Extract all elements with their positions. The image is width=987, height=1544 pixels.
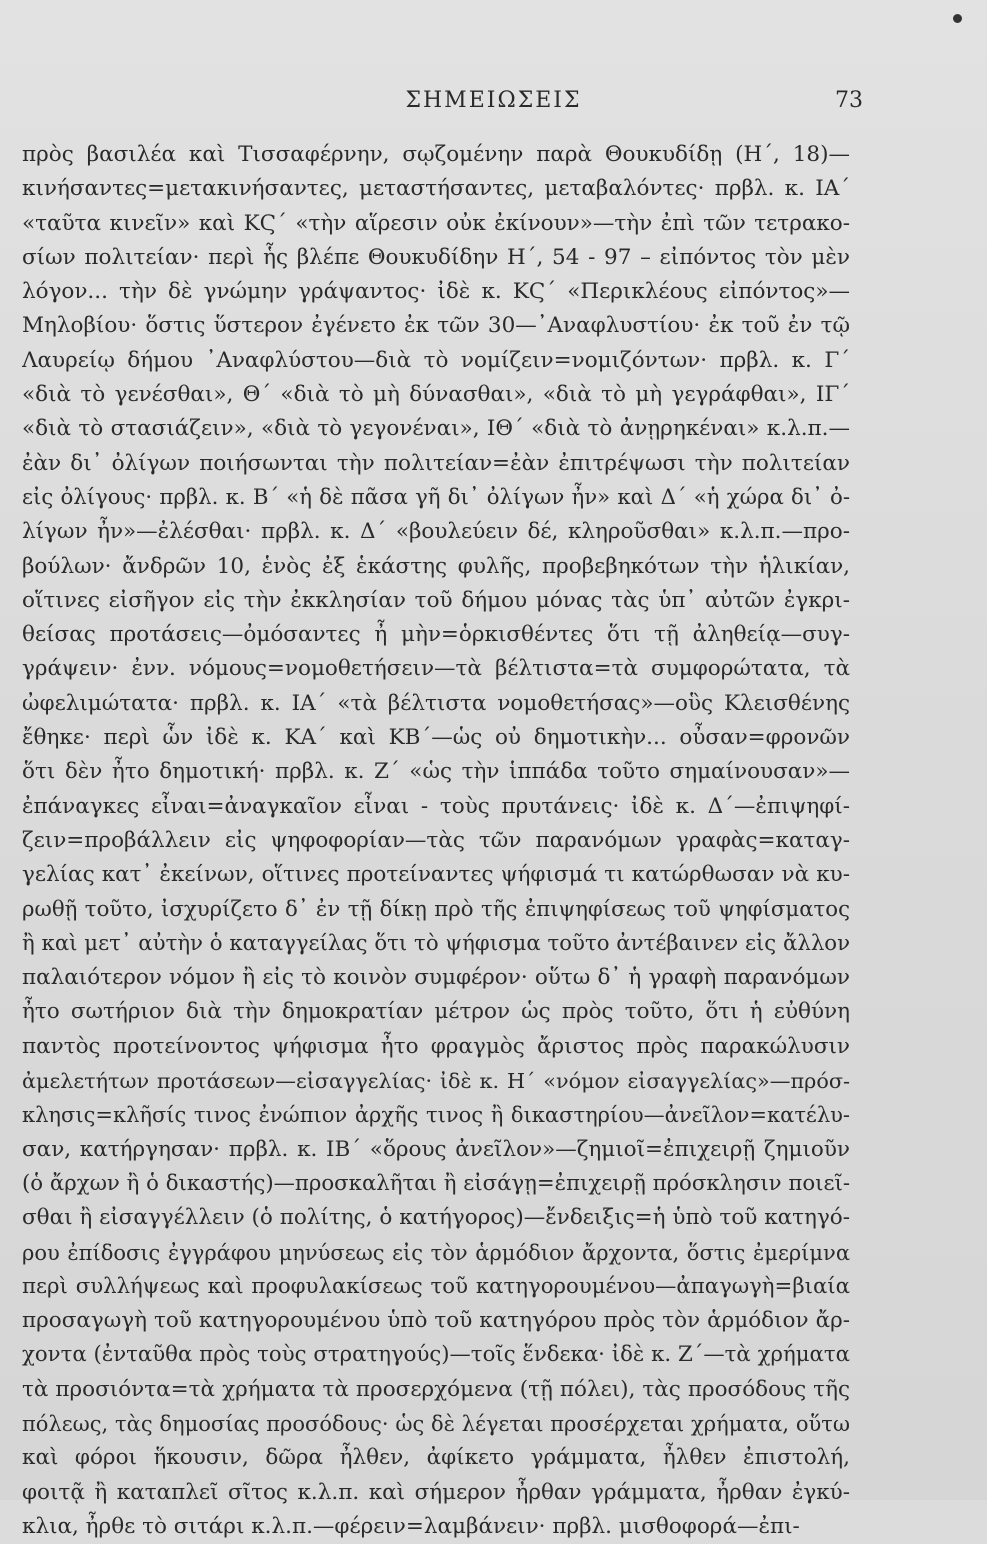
text-line: λόγον... τὴν δὲ γνώμην γράψαντος· ἰδὲ κ. ΚϚ΄ «Περικλέους εἰπόντος»— xyxy=(22,279,850,305)
text-line: ρωθῇ τοῦτο, ἰσχυρίζετο δ᾿ ἐν τῇ δίκῃ πρὸ τῆς ἐπιψηφίσεως τοῦ ψηφίσματος xyxy=(22,896,850,922)
text-line: ἐὰν δι᾿ ὀλίγων ποιήσωνται τὴν πολιτείαν=ἐὰν ἐπιτρέψωσι τὴν πολιτείαν xyxy=(22,450,850,476)
text-line: «ταῦτα κινεῖν» καὶ ΚϚ΄ «τὴν αἵρεσιν οὐκ ἐκίνουν»—τὴν ἐπὶ τῶν τετρακο- xyxy=(22,210,850,236)
text-line: ἀμελετήτων προτάσεων—εἰσαγγελίας· ἰδὲ κ. Η΄ «νόμον εἰσαγγελίας»—πρόσ- xyxy=(22,1069,850,1094)
text-line: χοντα (ἐνταῦθα πρὸς τοὺς στρατηγούς)—τοῖς ἕνδεκα· ἰδὲ κ. Ζ΄—τὰ χρήματα xyxy=(22,1342,850,1368)
text-line: ὅτι δὲν ἦτο δημοτική· πρβλ. κ. Ζ΄ «ὡς τὴν ἱππάδα τοῦτο σημαίνουσαν»— xyxy=(22,759,850,785)
page-title: ΣΗΜΕΙΩΣΕΙΣ xyxy=(405,88,582,113)
text-line: Λαυρείῳ δήμου ᾿Αναφλύστου—διὰ τὸ νομίζειν=νομιζόντων· πρβλ. κ. Γ΄ xyxy=(22,347,850,373)
text-line: λίγων ἦν»—ἐλέσθαι· πρβλ. κ. Δ΄ «βουλεύειν δέ, κληροῦσθαι» κ.λ.π.—προ- xyxy=(22,519,850,545)
text-line: «διὰ τὸ στασιάζειν», «διὰ τὸ γεγονέναι», ΙΘ΄ «διὰ τὸ ἀνῃρηκέναι» κ.λ.π.— xyxy=(22,416,850,442)
text-line: κλησις=κλῆσίς τινος ἐνώπιον ἀρχῆς τινος ἢ δικαστηρίου—ἀνεῖλον=κατέλυ- xyxy=(22,1103,850,1128)
text-line: καὶ φόροι ἥκουσιν, δῶρα ἦλθεν, ἀφίκετο γράμματα, ἦλθεν ἐπιστολή, xyxy=(22,1445,850,1471)
text-line: θείσας προτάσεις—ὀμόσαντες ἦ μὴν=ὁρκισθέντες ὅτι τῇ ἀληθείᾳ—συγ- xyxy=(22,622,850,648)
text-line: ἔθηκε· περὶ ὧν ἰδὲ κ. ΚΑ΄ καὶ ΚΒ΄—ὡς οὐ δημοτικὴν... οὖσαν=φρονῶν xyxy=(22,725,850,751)
text-line: τὰ προσιόντα=τὰ χρήματα τὰ προσερχόμενα (τῇ πόλει), τὰς προσόδους τῆς xyxy=(22,1376,850,1402)
text-line: κλια, ἦρθε τὸ σιτάρι κ.λ.π.—φέρειν=λαμβάνειν· πρβλ. μισθοφορά—ἐπι- xyxy=(22,1513,800,1539)
text-line: «διὰ τὸ γενέσθαι», Θ΄ «διὰ τὸ μὴ δύνασθαι», «διὰ τὸ μὴ γεγράφθαι», ΙΓ΄ xyxy=(22,382,850,408)
ink-dot xyxy=(953,14,962,23)
text-line: εἰς ὀλίγους· πρβλ. κ. Β΄ «ἡ δὲ πᾶσα γῆ δι᾿ ὀλίγων ἦν» καὶ Δ΄ «ἡ χώρα δι᾿ ὀ- xyxy=(22,484,850,510)
text-line: Μηλοβίου· ὅστις ὕστερον ἐγένετο ἐκ τῶν 30—᾿Αναφλυστίου· ἐκ τοῦ ἐν τῷ xyxy=(22,313,850,339)
text-line: πρὸς βασιλέα καὶ Τισσαφέρνην, σῳζομένην παρὰ Θουκυδίδῃ (Η΄, 18)— xyxy=(22,142,850,167)
text-line: ρου ἐπίδοσις ἐγγράφου μηνύσεως εἰς τὸν ἁρμόδιον ἄρχοντα, ὅστις ἐμερίμνα xyxy=(22,1240,850,1265)
text-line: ἢ καὶ μετ᾿ αὐτὴν ὁ καταγγείλας ὅτι τὸ ψήφισμα τοῦτο ἀντέβαινεν εἰς ἄλλον xyxy=(22,930,850,956)
page-number: 73 xyxy=(835,88,863,113)
text-line: οἵτινες εἰσῆγον εἰς τὴν ἐκκλησίαν τοῦ δήμου μόνας τὰς ὑπ᾿ αὐτῶν ἐγκρι- xyxy=(22,587,850,613)
notes-text-block xyxy=(22,138,850,1544)
text-line: κινήσαντες=μετακινήσαντες, μεταστήσαντες, μεταβαλόντες· πρβλ. κ. ΙΑ΄ xyxy=(22,176,850,202)
text-line: ζειν=προβάλλειν εἰς ψηφοφορίαν—τὰς τῶν παρανόμων γραφὰς=καταγ- xyxy=(22,827,850,853)
text-line: (ὁ ἄρχων ἢ ὁ δικαστής)—προσκαλῆται ἢ εἰσάγῃ=ἐπιχειρῇ πρόσκλησιν ποιεῖ- xyxy=(22,1170,850,1196)
text-line: φοιτᾷ ἢ καταπλεῖ σῖτος κ.λ.π. καὶ σήμερον ἦρθαν γράμματα, ἦρθαν ἐγκύ- xyxy=(22,1479,850,1505)
text-line: βούλων· ἄνδρῶν 10, ἑνὸς ἐξ ἑκάστης φυλῆς, προβεβηκότων τὴν ἡλικίαν, xyxy=(22,553,850,579)
text-line: πόλεως, τὰς δημοσίας προσόδους· ὡς δὲ λέγεται προσέρχεται χρήματα, οὕτω xyxy=(22,1411,850,1436)
text-line: ἐπάναγκες εἶναι=ἀναγκαῖον εἶναι - τοὺς πρυτάνεις· ἰδὲ κ. Δ΄—ἐπιψηφί- xyxy=(22,793,850,819)
text-line: σίων πολιτείαν· περὶ ἧς βλέπε Θουκυδίδην Η΄, 54 - 97 – εἰπόντος τὸν μὲν xyxy=(22,244,850,270)
text-line: ἦτο σωτήριον διὰ τὴν δημοκρατίαν μέτρον ὡς πρὸς τοῦτο, ὅτι ἡ εὐθύνη xyxy=(22,999,850,1025)
text-line: παλαιότερον νόμον ἢ εἰς τὸ κοινὸν συμφέρον· οὕτω δ᾿ ἡ γραφὴ παρανόμων xyxy=(22,965,850,991)
text-line: παντὸς προτείνοντος ψήφισμα ἦτο φραγμὸς ἄριστος πρὸς παρακώλυσιν xyxy=(22,1033,850,1059)
text-line: σθαι ἢ εἰσαγγέλλειν (ὁ πολίτης, ὁ κατήγορος)—ἔνδειξις=ἡ ὑπὸ τοῦ κατηγό- xyxy=(22,1205,850,1231)
text-line: προσαγωγὴ τοῦ κατηγορουμένου ὑπὸ τοῦ κατηγόρου πρὸς τὸν ἁρμόδιον ἄρ- xyxy=(22,1308,850,1334)
text-line: γελίας κατ᾿ ἐκείνων, οἵτινες προτείναντες ψήφισμά τι κατώρθωσαν νὰ κυ- xyxy=(22,862,850,888)
text-line: ὠφελιμώτατα· πρβλ. κ. ΙΑ΄ «τὰ βέλτιστα νομοθετήσας»—οὓς Κλεισθένης xyxy=(22,690,850,716)
text-line: περὶ συλλήψεως καὶ προφυλακίσεως τοῦ κατηγορουμένου—ἀπαγωγὴ=βιαία xyxy=(22,1273,850,1299)
text-line: σαν, κατήργησαν· πρβλ. κ. ΙΒ΄ «ὅρους ἀνεῖλον»—ζημιοῖ=ἐπιχειρῇ ζημιοῦν xyxy=(22,1136,850,1162)
text-line: γράψειν· ἐνν. νόμους=νομοθετήσειν—τὰ βέλτιστα=τὰ συμφορώτατα, τὰ xyxy=(22,656,850,682)
running-head xyxy=(0,88,987,122)
